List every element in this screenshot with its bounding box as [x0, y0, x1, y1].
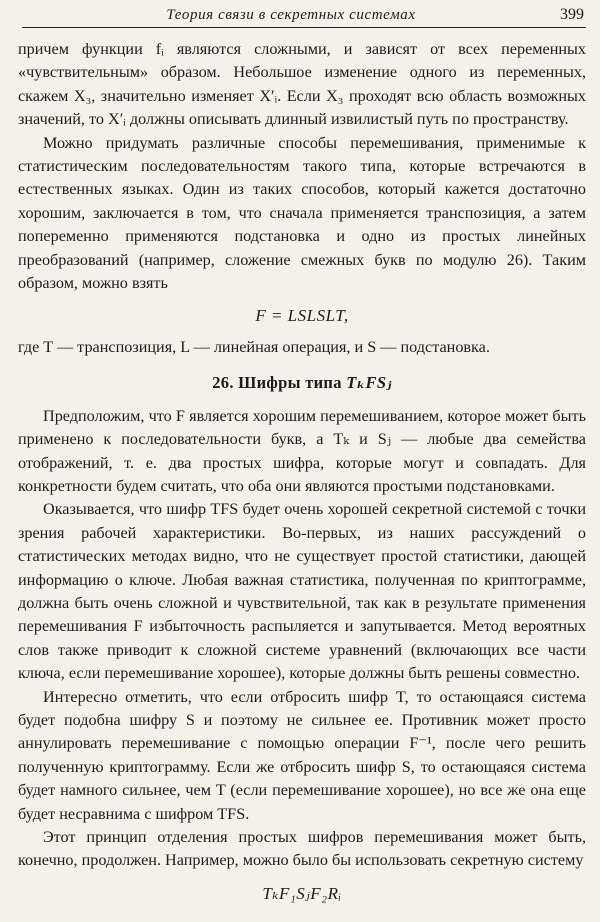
paragraph-assume-mixing: Предположим, что F является хорошим перемешиванием, которое может быть применено к последовательности букв, а Tₖ и Sⱼ — любые два семейства отображений, т. е. два простых шифра, которые могут и совпадать. Для конкретности будем считать, что оба они являются простыми подстановками.	[18, 406, 586, 495]
page-number: 399	[560, 6, 584, 23]
paragraph-tfs-strength: Оказывается, что шифр TFS будет очень хорошей секретной системой с точки зрения рабочей характеристики. Во-первых, из наших рассуждений о статистических методах видно, что не существует простой статистики, дающей информацию о ключе. Любая важная статистика, полученная по криптограмме, должна быть очень сложной и чувствительной, так как в результате применения перемешивания F избыточность распыляется и запутывается. Метод вероятных слов также приводит к сложной системе уравнений (включающих все части ключа, если перемешивание хорошее), которые должны быть решены совместно.	[18, 500, 586, 683]
paragraph-formula-legend: где T — транспозиция, L — линейная операция, и S — подстановка.	[18, 337, 490, 356]
paragraph-separation-principle: Этот принцип отделения простых шифров перемешивания может быть, конечно, продолжен. Например, можно было бы использовать секретную систему	[18, 828, 586, 870]
running-head	[22, 6, 586, 28]
running-title: Теория связи в секретных системах	[166, 7, 416, 23]
formula-mixing: F = LSLSLT,	[255, 306, 349, 326]
paragraph-drop-cipher: Интересно отметить, что если отбросить шифр T, то остающаяся система будет подобна шифру S и поэтому не сильнее ее. Противник может просто аннулировать перемешивание с помощью операции F⁻¹, после чего решить полученную криптограмму. Если же отбросить шифр S, то остающаяся система будет намного сильнее, чем T (если перемешивание хорошее), но все же она еще будет несравнима с шифром TFS.	[18, 687, 586, 823]
paragraph-mixing-methods: Можно придумать различные способы перемешивания, применимые к статистическим последовательностям такого типа, которые встречаются в естественных языках. Один из таких способов, который кажется достаточно хорошим, заключается в том, что сначала применяется транспозиция, а затем попеременно применяются подстановка и одно из простых линейных преобразований (например, сложение смежных букв по модулю 26). Таким образом, можно взять	[18, 133, 586, 293]
section-title: 26. Шифры типа	[212, 373, 342, 393]
paragraph-continuation: причем функции fᵢ являются сложными, и зависят от всех переменных «чувствительным» образом. Небольшое изменение одного из переменных, скажем X₃, значительно изменяет X′ᵢ. Если X₃ проходят всю область возможных значений, то X′ᵢ должны описывать длинный извилистый путь по пространству.	[18, 40, 586, 129]
body-text	[18, 38, 586, 905]
section-cipher-expression: TₖFSⱼ	[346, 373, 392, 393]
formula-compound-system: TₖF₁SⱼF₂Rᵢ	[262, 883, 342, 903]
section-heading	[18, 371, 586, 394]
